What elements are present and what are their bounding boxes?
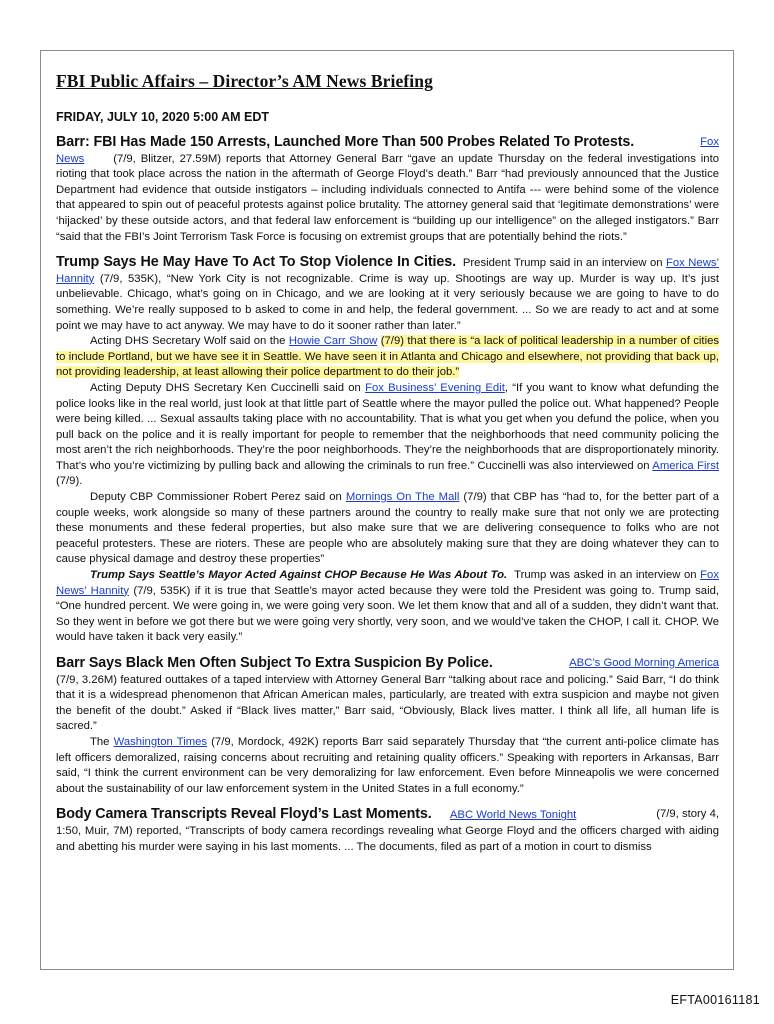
source-link-world-news[interactable]: ABC World News Tonight: [449, 809, 577, 822]
source-link-evening-edit[interactable]: Fox Business’ Evening Edit: [365, 381, 505, 394]
article-barr-arrests: [56, 135, 719, 245]
article-meta: (7/9, story 4,: [656, 808, 719, 821]
source-link-washington-times[interactable]: Washington Times: [113, 735, 208, 748]
paragraph-body: (7/9, 535K) if it is true that Seattle’s mayor acted because they were told the President was going to. Trump said, “One hundred percent. We were going in, we were going very soon. We let them know that and all of a sudden, they didn’t want that. So they went in before we got there but we were going very shortly, very soon, and we would’ve taken the CHOP, I call it. CHOP. We would have taken it back very easily.”: [56, 584, 720, 644]
paragraph-lead: Trump was asked in an interview on: [514, 569, 697, 582]
article-barr-suspicion: [56, 656, 719, 797]
briefing-date: FRIDAY, JULY 10, 2020 5:00 AM EDT: [56, 110, 270, 124]
article-headline: Trump Says He May Have To Act To Stop Violence In Cities.: [56, 254, 456, 271]
document-page: [40, 50, 734, 970]
source-link-fox[interactable]: Fox: [700, 136, 719, 148]
source-link-hannity-2[interactable]: Fox News’ Hannity: [56, 569, 719, 597]
paragraph-lead: Acting DHS Secretary Wolf said on the: [90, 335, 286, 348]
paragraph-body: (7/9) that CBP has “had to, for the better part of a couple weeks, work alongside so many of these partners around the country to really make sure that not only we are protecting these monuments and these federal properties, but also make sure that we are delivering consequence to folks who are not peaceful protesters. These are rioters. These are people who are absolutely making sure that they are doing whatever they can to cause physical damage and destroy these properties”: [56, 491, 719, 566]
article-headline: Barr Says Black Men Often Subject To Extra Suspicion By Police.: [56, 655, 493, 671]
article-lead: President Trump said in an interview on: [462, 257, 663, 270]
source-link-howie-carr[interactable]: Howie Carr Show: [288, 335, 378, 348]
source-link-mornings-mall[interactable]: Mornings On The Mall: [345, 491, 460, 504]
sub-headline: Trump Says Seattle’s Mayor Acted Against CHOP Because He Was About To.: [90, 569, 508, 582]
article-body-camera: [56, 807, 719, 855]
article-body: 1:50, Muir, 7M) reported, “Transcripts of body camera recordings revealing what George Floyd and the officers charged with aiding and abetting his murder were saying in his last moments. ... The documents, filed as part of a motion in court to dismiss: [56, 824, 719, 853]
paragraph-lead: Deputy CBP Commissioner Robert Perez said on: [90, 491, 342, 504]
page-title: FBI Public Affairs – Director’s AM News Briefing: [56, 71, 433, 91]
source-link-gma[interactable]: ABC’s Good Morning America: [569, 657, 719, 669]
paragraph-lead: The: [90, 735, 110, 748]
article-headline: Barr: FBI Has Made 150 Arrests, Launched More Than 500 Probes Related To Protests.: [56, 134, 635, 150]
article-body: (7/9, 535K), “New York City is not recognizable. Crime is way up. Shootings are way up. Murder is way up. It’s just unbelievable. Chicago, what’s going on in Chicago, and we are looking at it very seriously because we are going to have to do something. We’re really supposed to b asked to come in and help, the federal government. ... So we are ready to act and at some point we may have to act anyway. We may have to do it sooner rather than later.”: [56, 272, 719, 332]
article-body: (7/9, Blitzer, 27.59M) reports that Attorney General Barr “gave an update Thursday on the federal investigations into rioting that took place across the nation in the aftermath of George Floyd’s death.” Barr “had previously announced that the Justice Department had evidence that outside instigators – including individuals connected to Antifa --- were behind some of the violence that appeared to spin out of peaceful protests against police brutality. The attorney general said that ‘legitimate demonstrations’ were ‘hijacked’ by these outside actors, and that federal law enforcement is “building up our intelligence” on the alleged instigators.” Barr “said that the FBI’s Joint Terrorism Task Force is focusing on extremist groups that are potentially behind the riots.”: [56, 152, 720, 243]
paragraph-body: (7/9, Mordock, 492K) reports Barr said separately Thursday that “the current anti-police climate has left officers demoralized, raising concerns about recruiting and retaining quality officers.” Speaking with reporters in Arkansas, Barr said, “I think the current environment can be very demoralizing for law enforcement. Even before Minneapolis we were concerned about the sustainability of our law enforcement system in the United States in a full economy.”: [56, 735, 719, 795]
paragraph-lead: Acting Deputy DHS Secretary Ken Cuccinelli said on: [90, 381, 361, 394]
paragraph-tail: (7/9).: [56, 475, 83, 488]
document-id: EFTA00161181: [670, 993, 760, 1007]
article-headline: Body Camera Transcripts Reveal Floyd’s Last Moments.: [56, 806, 432, 823]
article-body: (7/9, 3.26M) featured outtakes of a taped interview with Attorney General Barr “talking about race and policing.” Said Barr, “I do think that it is a widespread phenomenon that African American males, particularly, are treated with extra suspicion and maybe not given the benefit of the doubt.” Asked if “Black lives matter,” Barr said, “Obviously, Black lives matter. I think all life, all human life is sacred.”: [56, 673, 719, 733]
source-link-news[interactable]: News: [56, 152, 85, 165]
source-link-america-first[interactable]: America First: [652, 459, 720, 472]
paragraph-body: , “If you want to know what defunding the police looks like in the real world, just look at that little part of Seattle where the mayor pulled the police out. What happened? People were being killed. ... Sexual assaults taking place with no accountability. That is what you get when you defund the police, when you pull back on the police and it is really important for people to remember that the neighborhoods that need community policing the most aren’t the rich neighborhoods. They’re the poor neighborhoods. They’re the neighborhoods that are disproportionately minority. That’s who you’re victimizing by pulling back and allowing the criminals to run free.” Cuccinelli was also interviewed on: [56, 381, 720, 472]
article-trump-violence: [56, 255, 719, 646]
source-link-hannity[interactable]: Fox News’ Hannity: [56, 257, 720, 285]
highlighted-quote: (7/9) that there is “a lack of political leadership in a number of cities to include Portland, but we have see it in Seattle. We have seen it in Atlanta and Chicago and elsewhere, not providing that back up, not providing leadership, at least allowing their police department to do their job.”: [56, 335, 720, 379]
